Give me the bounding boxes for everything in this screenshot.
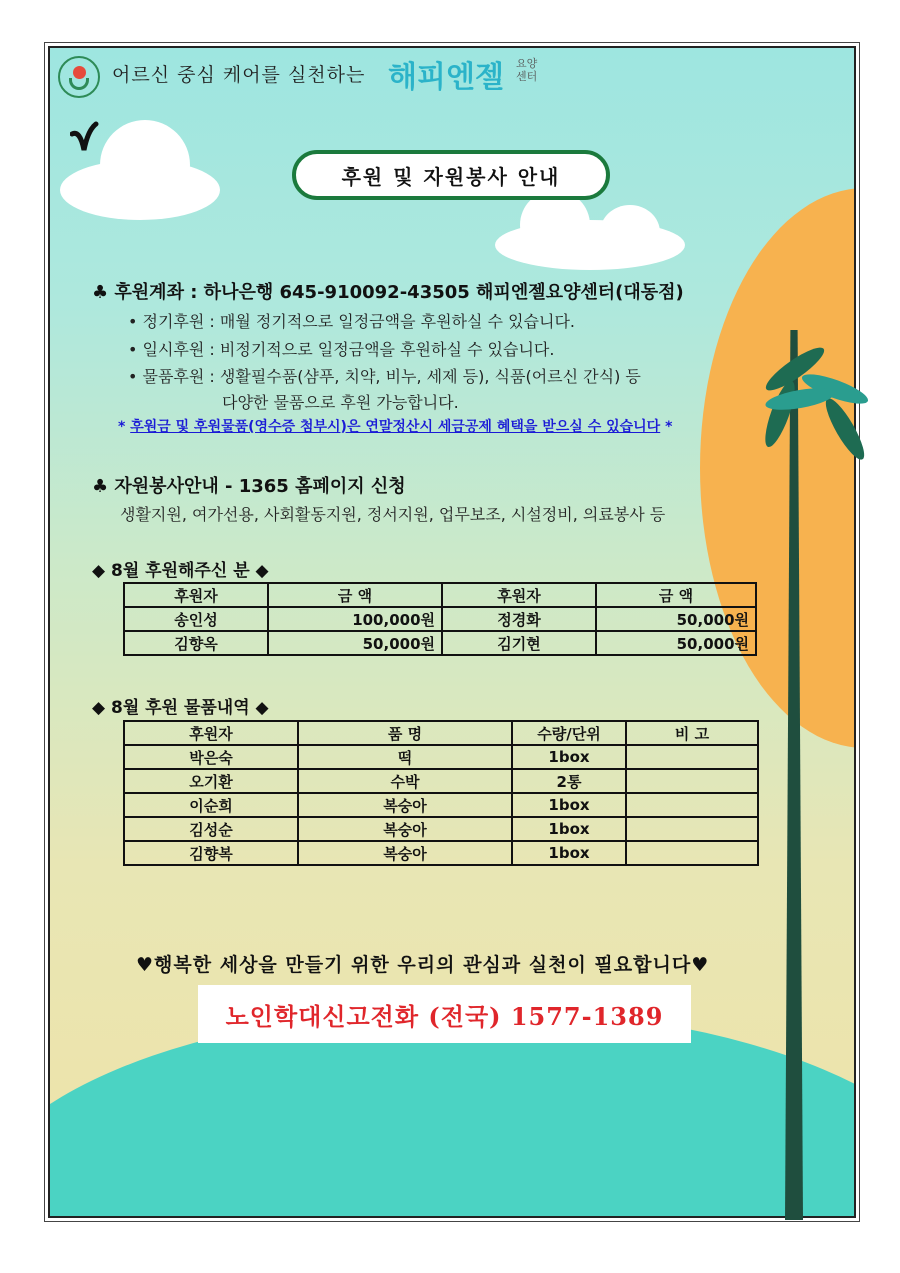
table-cell <box>626 769 758 793</box>
table-row <box>124 631 756 655</box>
table-header-cell: 금 액 <box>268 583 442 607</box>
table-row <box>124 817 758 841</box>
brand-sub-line2: 센터 <box>516 70 538 83</box>
table-cell: 정경화 <box>442 607 596 631</box>
header-tagline: 어르신 중심 케어를 실천하는 <box>112 64 366 86</box>
table-header-cell: 후원자 <box>124 583 268 607</box>
table-row <box>124 607 756 631</box>
volunteer-detail: 생활지원, 여가선용, 사회활동지원, 정서지원, 업무보조, 시설정비, 의료봉사 등 <box>120 505 666 524</box>
table-cell: 복숭아 <box>298 793 512 817</box>
table-cell: 1box <box>512 745 626 769</box>
goods-table <box>123 720 759 866</box>
brand-sub-line1: 요양 <box>516 57 538 70</box>
table-row <box>124 841 758 865</box>
cloud-left-2 <box>60 160 220 220</box>
cloud-center-3 <box>600 205 660 260</box>
table-cell: 50,000원 <box>596 607 756 631</box>
table-header-row <box>124 721 758 745</box>
table-cell: 떡 <box>298 745 512 769</box>
slogan: ♥행복한 세상을 만들기 위한 우리의 관심과 실천이 필요합니다♥ <box>136 954 710 976</box>
tax-note <box>118 416 672 436</box>
table-header-row <box>124 583 756 607</box>
table-row <box>124 793 758 817</box>
tax-note-text: 후원금 및 후원물품(영수증 첨부시)은 연말정산시 세금공제 혜택을 받으실 수 있습니다 <box>130 419 661 435</box>
table-header-cell: 금 액 <box>596 583 756 607</box>
table-row <box>124 769 758 793</box>
donation-item: • 물품후원 : 생활필수품(샴푸, 치약, 비누, 세제 등), 식품(어르신 간식) 등 <box>128 367 641 386</box>
table-cell <box>626 817 758 841</box>
donation-item: 다양한 물품으로 후원 가능합니다. <box>222 393 459 412</box>
table-row <box>124 745 758 769</box>
donation-heading: ♣ 후원계좌 : 하나은행 645-910092-43505 해피엔젤요양센터(대동점) <box>92 282 684 303</box>
money-table <box>123 582 757 656</box>
table-cell: 김성순 <box>124 817 298 841</box>
table-cell: 김향옥 <box>124 631 268 655</box>
logo-icon <box>58 56 100 98</box>
table-cell: 김향복 <box>124 841 298 865</box>
tax-note-suffix: * <box>660 419 673 435</box>
table-cell <box>626 745 758 769</box>
table-cell <box>626 793 758 817</box>
table-cell: 100,000원 <box>268 607 442 631</box>
table-cell: 수박 <box>298 769 512 793</box>
brand-sub <box>516 57 537 83</box>
table-header-cell: 비 고 <box>626 721 758 745</box>
table-cell <box>626 841 758 865</box>
table-cell: 50,000원 <box>268 631 442 655</box>
table-header-cell: 후원자 <box>442 583 596 607</box>
table-cell: 1box <box>512 841 626 865</box>
table-cell: 50,000원 <box>596 631 756 655</box>
table-header-cell: 수량/단위 <box>512 721 626 745</box>
money-table-heading: ◆ 8월 후원해주신 분 ◆ <box>92 561 269 581</box>
table-cell: 복숭아 <box>298 841 512 865</box>
table-cell: 김기현 <box>442 631 596 655</box>
table-cell: 이순희 <box>124 793 298 817</box>
sun-shape <box>700 188 856 748</box>
table-cell: 송인성 <box>124 607 268 631</box>
donation-item: • 일시후원 : 비정기적으로 일정금액을 후원하실 수 있습니다. <box>128 340 555 359</box>
table-header-cell: 품 명 <box>298 721 512 745</box>
abuse-hotline: 노인학대신고전화 (전국) 1577-1389 <box>198 985 691 1043</box>
brand-name: 해피엔젤 <box>388 61 504 94</box>
page-title: 후원 및 자원봉사 안내 <box>292 150 610 200</box>
table-cell: 오기환 <box>124 769 298 793</box>
table-cell: 복숭아 <box>298 817 512 841</box>
table-cell: 1box <box>512 817 626 841</box>
donation-item: • 정기후원 : 매월 정기적으로 일정금액을 후원하실 수 있습니다. <box>128 312 576 331</box>
tax-note-prefix: * <box>118 419 131 435</box>
checkmark-icon <box>70 120 100 160</box>
volunteer-heading: ♣ 자원봉사안내 - 1365 홈페이지 신청 <box>92 476 406 497</box>
table-header-cell: 후원자 <box>124 721 298 745</box>
table-cell: 박은숙 <box>124 745 298 769</box>
goods-table-heading: ◆ 8월 후원 물품내역 ◆ <box>92 698 269 718</box>
table-cell: 1box <box>512 793 626 817</box>
table-cell: 2통 <box>512 769 626 793</box>
